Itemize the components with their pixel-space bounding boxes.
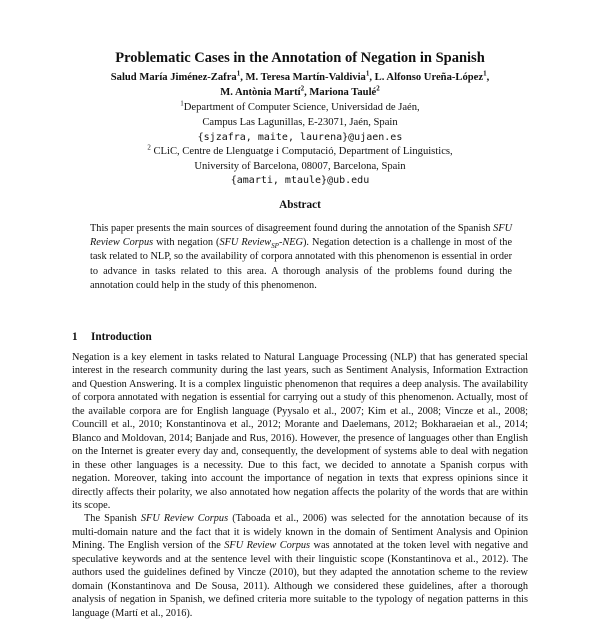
corpus-subscript: SP (271, 242, 279, 251)
affiliation-text: CLiC, Centre de Llenguatge i Computació, Department of Linguistics, (150, 146, 453, 157)
paragraph (72, 512, 528, 620)
author-name: Mariona Taulé (309, 87, 377, 98)
author-name: M. Antònia Martí (220, 87, 301, 98)
section-number: 1 (72, 331, 78, 343)
abstract-body (90, 222, 512, 293)
author-separator: , (369, 72, 375, 83)
author-name: L. Alfonso Ureña-López (374, 72, 484, 83)
author-affiliation-mark: 1 (365, 69, 370, 78)
authors-line-1 (0, 71, 600, 84)
corpus-name: SFU Review Corpus (140, 513, 229, 525)
affiliation-mark: 1 (180, 99, 184, 108)
introduction-body (72, 351, 528, 620)
corpus-name: SFU Review Corpus (224, 540, 311, 552)
section-heading-introduction (72, 331, 152, 343)
abstract-text: with negation ( (153, 237, 220, 249)
paragraph-text: The Spanish (84, 513, 141, 525)
author-separator: , (304, 87, 310, 98)
section-title: Introduction (91, 331, 152, 343)
author-name: M. Teresa Martín-Valdivia (245, 72, 366, 83)
abstract-text: ). Negation detection is a challenge in most of the task related to NLP, so the availability of corpora annotated with this phenomenon is essential in order to advance in tasks related to this area. A thorough analysis of the problems found during the annotation could help in the study of this phenomenon. (90, 237, 513, 291)
paper-title: Problematic Cases in the Annotation of Negation in Spanish (115, 50, 485, 66)
author-affiliation-mark: 2 (376, 84, 380, 93)
corpus-name-suffix: -NEG (278, 237, 303, 249)
author-name: Salud María Jiménez-Zafra (110, 72, 237, 83)
abstract-text: This paper presents the main sources of disagreement found during the annotation of the Spanish (90, 223, 494, 234)
affiliation-2-line-2: University of Barcelona, 08007, Barcelona, Spain (194, 161, 406, 172)
paragraph-text: (Taboada et al., 2006) was selected for the annotation because of its multi-domain nature and the fact that it is widely known in the domain of Sentiment Analysis and Opinion Mining. The English version of the (72, 513, 528, 552)
corpus-name-base: SFU Review (219, 237, 272, 249)
author-affiliation-mark: 2 (300, 84, 305, 93)
affiliation-text: Department of Computer Science, Universidad de Jaén, (183, 102, 420, 113)
abstract-heading: Abstract (279, 199, 321, 211)
affiliation-mark: 2 (147, 143, 151, 152)
corpus-name-variant (219, 237, 303, 251)
paragraph-text: was annotated at the token level with negative and speculative keywords and at the sentence level with their linguistic scope (Konstantinova et al., 2012). The authors used the guidelines defined by Vincze (2010), but they adapted the annotation scheme to the review domain (Konstantinova and De Sousa, 2011). Although we considered these guidelines, after a thorough analysis of negation in Spanish, we defined criteria more suitable to the typology of negation patterns in this language (Martí et al., 2016). (72, 540, 528, 619)
corpus-name: SFU Review Corpus (90, 223, 512, 249)
affiliation-1-line-2: Campus Las Lagunillas, E-23071, Jaén, Spain (202, 117, 398, 128)
author-affiliation-mark: 1 (236, 69, 241, 78)
affiliation-2-email: {amarti, mtaule}@ub.edu (230, 175, 370, 186)
affiliation-2-line-1 (0, 145, 600, 158)
authors-line-2 (0, 86, 600, 99)
affiliation-1-email: {sjzafra, maite, laurena}@ujaen.es (197, 132, 403, 143)
author-affiliation-mark: 1 (483, 69, 487, 78)
affiliation-1-line-1 (0, 101, 600, 114)
paragraph: Negation is a key element in tasks related to Natural Language Processing (NLP) that has generated special interest in the research community during the last years, such as Sentiment Analysis, Information Extraction and Question Answering. It is a complex linguistic phenomenon that requires a deep analysis. The availability of corpora annotated with negation is essential for carrying out a study of this phenomenon. Actually, most of the available corpora are for English language (Pyysalo et al., 2007; Kim et al., 2008; Vincze et al., 2008; Councill et al., 2010; Konstantinova et al., 2012; Morante and Daelemans, 2012; Bokharaeian et al., 2014; Blanco and Moldovan, 2014; Banjade and Rus, 2016). However, the presence of languages other than English on the Internet is greater every day and, consequently, the development of systems able to deal with negation in these other languages is a necessity. Due to this fact, we decided to annotate a Spanish corpus with negation. Moreover, taking into account the importance of negation in texts that express opinions since it directly affects their polarity, we also annotated how negation affects the polarity of the words that are within its scope. (72, 352, 528, 511)
author-separator: , (240, 72, 246, 83)
author-separator: , (486, 72, 490, 83)
